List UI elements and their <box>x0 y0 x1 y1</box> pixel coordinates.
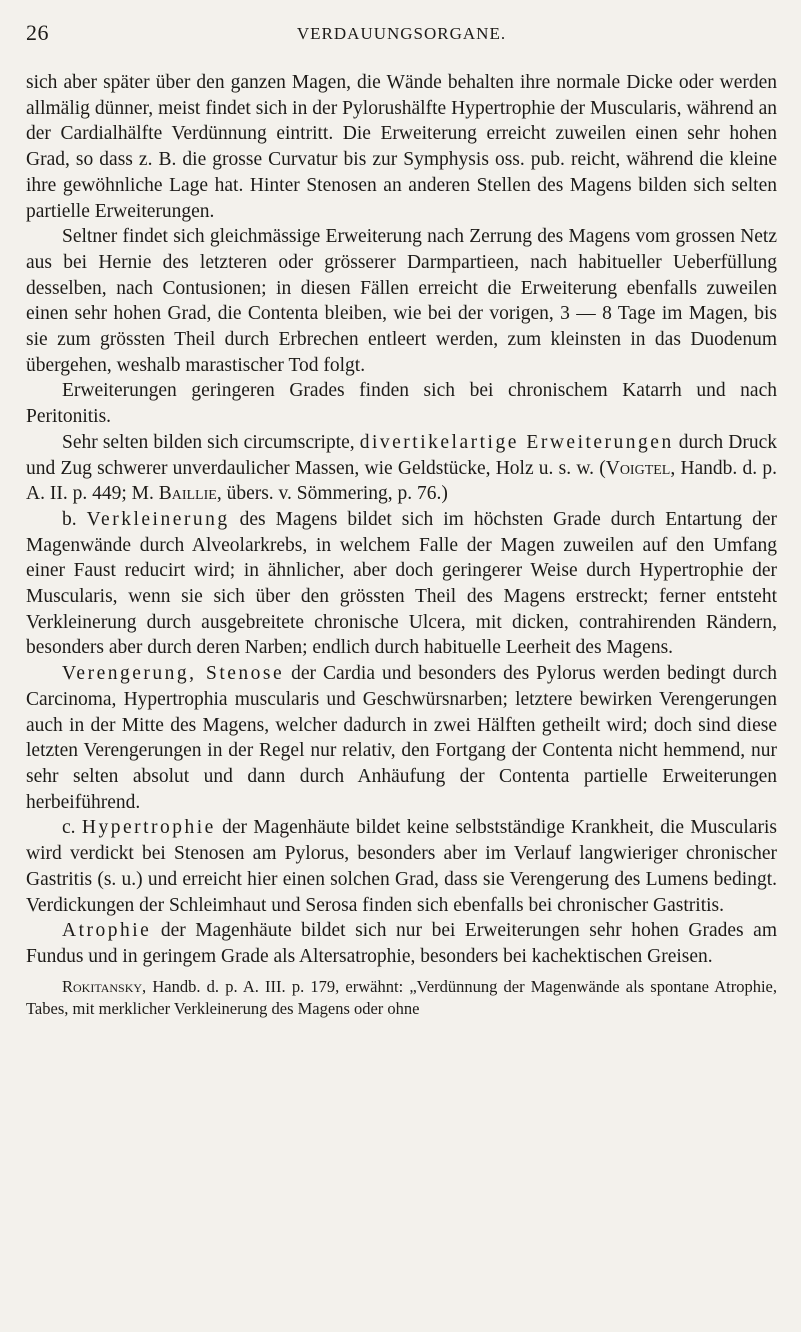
paragraph-4 <box>26 430 777 507</box>
paragraph-4-text: , Handb. d. p. A. II. p. 449; M. <box>26 457 777 505</box>
emphasis-verengerung-stenose: Verengerung, Stenose <box>62 663 285 685</box>
page-number: 26 <box>26 20 49 45</box>
paragraph-8 <box>26 918 777 969</box>
footnote-text: , Handb. d. p. A. III. p. 179, erwähnt: „Verdünnung der Magenwände als spontane Atrophie, Tabes, mit merklicher Verkleinerung des Magens oder ohne <box>26 976 777 1018</box>
paragraph-6 <box>26 661 777 815</box>
paragraph-7 <box>26 815 777 918</box>
paragraph-7-text: der Magenhäute bildet keine selbstständige Krankheit, die Muscularis wird verdickt bei Stenosen am Pylorus, besonders aber im Verlauf langwieriger chronischer Gastritis (s. u.) und erreicht hier einen solchen Grad, dass sie Verengerung des Lumens bedingt. Verdickungen der Schleimhaut und Serosa finden sich ebenfalls bei chronischer Gastritis. <box>26 817 778 916</box>
paragraph-5-text: des Magens bildet sich im höchsten Grade durch Entartung der Magenwände durch Alveolarkrebs, in welchem Falle der Magen zuweilen auf den Umfang einer Faust reducirt wird; in ähnlicher, aber doch geringerer Weise durch Hypertrophie der Muscularis, wenn sie sich über den grössten Theil des Magens erstreckt; ferner entsteht Verkleinerung durch ausgebreitete chronische Ulcera, mit dicken, contrahirenden Rändern, besonders aber durch deren Narben; endlich durch habituelle Leerheit des Magens. <box>26 508 778 659</box>
paragraph-6-text: der Cardia und besonders des Pylorus werden bedingt durch Carcinoma, Hypertrophia muscularis und Geschwürsnarben; letztere bewirken Verengerungen auch in der Mitte des Magens, welcher dadurch in zwei Hälften getheilt wird; doch sind diese letzten Verengerungen in der Regel nur relativ, den Fortgang der Contenta nicht hemmend, nur sehr selten absolut und dann durch Anhäufung der Contenta partielle Erweiterungen herbeiführend. <box>26 663 777 813</box>
emphasis-verkleinerung: Verkleinerung <box>86 508 230 530</box>
author-rokitansky: Rokitansky <box>62 976 143 996</box>
footnote <box>26 976 777 1020</box>
author-baillie: Baillie <box>158 483 217 505</box>
emphasis-hypertrophie: Hypertrophie <box>81 817 216 839</box>
paragraph-4-text: , übers. v. Sömmering, p. 76.) <box>216 483 448 505</box>
author-voigtel: Voigtel <box>605 457 671 479</box>
emphasis-atrophie: Atrophie <box>62 920 152 942</box>
paragraph-1: sich aber später über den ganzen Magen, die Wände behalten ihre normale Dicke oder werden allmälig dünner, meist findet sich in der Pylorushälfte Hypertrophie der Muscularis, während an der Cardialhälfte Verdünnung eintritt. Die Erweiterung erreicht zuweilen einen sehr hohen Grad, so dass z. B. die grosse Curvatur bis zur Symphysis oss. pub. reicht, während die kleine ihre gewöhnliche Lage hat. Hinter Stenosen an anderen Stellen des Magens bilden sich selten partielle Erweiterungen. <box>26 72 777 222</box>
paragraph-4-text: Sehr selten bilden sich circumscripte, <box>62 431 360 453</box>
paragraph-4-text: durch Druck und Zug schwerer unverdaulicher Massen, wie Geldstücke, Holz u. s. w. ( <box>26 431 777 479</box>
running-head: VERDAUUNGSORGANE. <box>296 24 507 43</box>
paragraph-2: Seltner findet sich gleichmässige Erweiterung nach Zerrung des Magens vom grossen Netz aus bei Hernie des letzteren oder grösserer Darmpartieen, nach habitueller Ueberfüllung desselben, nach Contusionen; in diesen Fällen erreicht die Erweiterung ebenfalls zuweilen einen sehr hohen Grad, die Contenta bleiben, wie bei der vorigen, 3 — 8 Tage im Magen, bis sie zum grössten Theil durch Erbrechen entleert werden, zum kleinsten in das Duodenum übergehen, weshalb marastischer Tod folgt. <box>26 226 777 376</box>
section-letter-b: b. <box>62 508 87 530</box>
emphasis-divertikelartige: divertikelartige Erweiterungen <box>359 431 674 453</box>
paragraph-8-text: der Magenhäute bildet sich nur bei Erweiterungen sehr hohen Grades am Fundus und in geringem Grade als Altersatrophie, besonders bei kachektischen Greisen. <box>26 920 777 967</box>
paragraph-3: Erweiterungen geringeren Grades finden sich bei chronischem Katarrh und nach Peritonitis. <box>26 380 777 428</box>
paragraph-5 <box>26 507 777 661</box>
body-text <box>26 70 777 970</box>
section-letter-c: c. <box>62 817 82 839</box>
page-header <box>26 20 777 56</box>
